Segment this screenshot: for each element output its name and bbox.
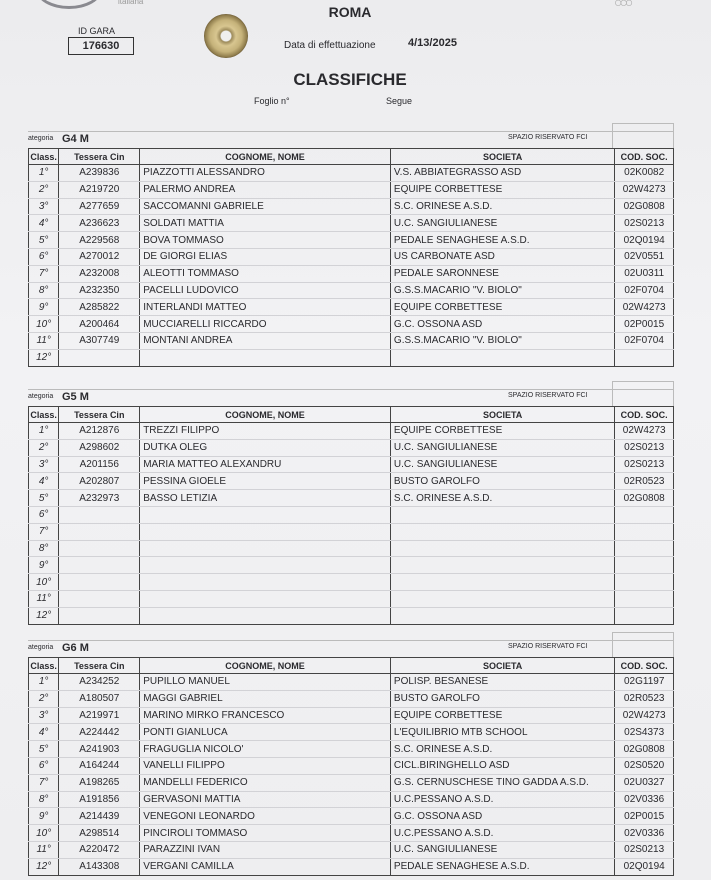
cell-name — [140, 506, 391, 523]
cell-name: MARIA MATTEO ALEXANDRU — [140, 456, 391, 473]
cell-name: VERGANI CAMILLA — [140, 858, 391, 875]
cell-cod-soc: 02S0213 — [615, 456, 674, 473]
cell-societa: EQUIPE CORBETTESE — [390, 707, 614, 724]
table-row — [29, 523, 674, 540]
cell-societa — [390, 540, 614, 557]
cell-position: 10° — [29, 574, 59, 591]
cell-cod-soc: 02R0523 — [615, 690, 674, 707]
table-row — [29, 473, 674, 490]
binder-grommet — [204, 14, 248, 58]
table-row — [29, 165, 674, 182]
cell-societa: G.S.S.MACARIO "V. BIOLO" — [390, 282, 614, 299]
table-row — [29, 506, 674, 523]
col-class: Class. — [29, 658, 59, 674]
table-row — [29, 540, 674, 557]
cell-name: MUCCIARELLI RICCARDO — [140, 316, 391, 333]
cell-position: 6° — [29, 757, 59, 774]
cell-name: PALERMO ANDREA — [140, 181, 391, 198]
col-cod: COD. SOC. — [615, 658, 674, 674]
cell-name — [140, 540, 391, 557]
cell-tessera: A220472 — [59, 841, 140, 858]
cell-name: MAGGI GABRIEL — [140, 690, 391, 707]
cell-cod-soc: 02V0336 — [615, 825, 674, 842]
category-label: ategoria — [28, 393, 54, 400]
cell-tessera: A232973 — [59, 490, 140, 507]
category-label: ategoria — [28, 644, 54, 651]
table-row — [29, 607, 674, 624]
cell-tessera — [59, 506, 140, 523]
cell-position: 9° — [29, 808, 59, 825]
cell-tessera: A191856 — [59, 791, 140, 808]
cell-name: GERVASONI MATTIA — [140, 791, 391, 808]
cell-societa: G.C. OSSONA ASD — [390, 316, 614, 333]
table-row — [29, 232, 674, 249]
cell-societa: PEDALE SARONNESE — [390, 265, 614, 282]
cell-position: 5° — [29, 490, 59, 507]
category-label: ategoria — [28, 135, 54, 142]
cell-societa: U.C. SANGIULIANESE — [390, 439, 614, 456]
cell-cod-soc — [615, 540, 674, 557]
table-row — [29, 181, 674, 198]
cell-cod-soc: 02Q0194 — [615, 858, 674, 875]
cell-societa: BUSTO GAROLFO — [390, 690, 614, 707]
cell-cod-soc: 02F0704 — [615, 332, 674, 349]
cell-cod-soc: 02P0015 — [615, 808, 674, 825]
cell-position: 6° — [29, 506, 59, 523]
table-row — [29, 858, 674, 875]
cell-name: TREZZI FILIPPO — [140, 423, 391, 440]
cell-cod-soc: 02Q0194 — [615, 232, 674, 249]
cell-tessera: A236623 — [59, 215, 140, 232]
cell-name — [140, 557, 391, 574]
cell-name: SOLDATI MATTIA — [140, 215, 391, 232]
table-row — [29, 707, 674, 724]
cell-name: PESSINA GIOELE — [140, 473, 391, 490]
cell-name: FRAGUGLIA NICOLO' — [140, 741, 391, 758]
cell-tessera: A143308 — [59, 858, 140, 875]
cell-position: 7° — [29, 774, 59, 791]
cell-name — [140, 574, 391, 591]
cell-name: DUTKA OLEG — [140, 439, 391, 456]
cell-societa — [390, 607, 614, 624]
cell-cod-soc: 02F0704 — [615, 282, 674, 299]
cell-tessera: A239836 — [59, 165, 140, 182]
cell-cod-soc: 02U0311 — [615, 265, 674, 282]
cell-position: 11° — [29, 590, 59, 607]
cell-name: ALEOTTI TOMMASO — [140, 265, 391, 282]
cell-cod-soc: 02G1197 — [615, 674, 674, 691]
col-cod: COD. SOC. — [615, 149, 674, 165]
table-row — [29, 574, 674, 591]
cell-tessera: A224442 — [59, 724, 140, 741]
cell-tessera: A198265 — [59, 774, 140, 791]
table-row — [29, 316, 674, 333]
cell-name: PONTI GIANLUCA — [140, 724, 391, 741]
cell-societa: PEDALE SENAGHESE A.S.D. — [390, 858, 614, 875]
category-name: G6 M — [62, 642, 89, 654]
cell-societa: US CARBONATE ASD — [390, 248, 614, 265]
cell-societa: S.C. ORINESE A.S.D. — [390, 198, 614, 215]
reserved-fci-label: SPAZIO RISERVATO FCI — [508, 392, 588, 399]
cell-tessera — [59, 557, 140, 574]
table-row — [29, 557, 674, 574]
cell-position: 2° — [29, 439, 59, 456]
table-row — [29, 349, 674, 366]
cell-position: 7° — [29, 523, 59, 540]
cell-position: 4° — [29, 724, 59, 741]
cell-tessera: A212876 — [59, 423, 140, 440]
olympic-rings-icon: ○○○ — [614, 0, 631, 10]
cell-name: SACCOMANNI GABRIELE — [140, 198, 391, 215]
cell-societa: EQUIPE CORBETTESE — [390, 299, 614, 316]
table-row — [29, 198, 674, 215]
cell-cod-soc — [615, 574, 674, 591]
cell-position: 11° — [29, 841, 59, 858]
cell-position: 10° — [29, 316, 59, 333]
cell-name: INTERLANDI MATTEO — [140, 299, 391, 316]
cell-cod-soc — [615, 557, 674, 574]
cell-cod-soc: 02G0808 — [615, 741, 674, 758]
cell-tessera: A214439 — [59, 808, 140, 825]
cell-tessera: A201156 — [59, 456, 140, 473]
cell-position: 8° — [29, 540, 59, 557]
col-societa: SOCIETA — [390, 407, 614, 423]
cell-cod-soc: 02G0808 — [615, 490, 674, 507]
logo-subtitle: italiana — [118, 0, 144, 6]
cell-tessera: A307749 — [59, 332, 140, 349]
reserved-fci-label: SPAZIO RISERVATO FCI — [508, 643, 588, 650]
cell-tessera: A219971 — [59, 707, 140, 724]
cell-name: BASSO LETIZIA — [140, 490, 391, 507]
cell-tessera — [59, 349, 140, 366]
col-class: Class. — [29, 407, 59, 423]
cell-cod-soc — [615, 523, 674, 540]
cell-societa — [390, 506, 614, 523]
cell-position: 3° — [29, 456, 59, 473]
col-tessera: Tessera Cin — [59, 658, 140, 674]
results-table — [28, 406, 674, 625]
cell-name: MANDELLI FEDERICO — [140, 774, 391, 791]
cell-cod-soc: 02V0336 — [615, 791, 674, 808]
cell-societa: PEDALE SENAGHESE A.S.D. — [390, 232, 614, 249]
cell-cod-soc: 02S0213 — [615, 439, 674, 456]
cell-tessera — [59, 523, 140, 540]
table-row — [29, 825, 674, 842]
cell-tessera: A202807 — [59, 473, 140, 490]
cell-tessera: A232008 — [59, 265, 140, 282]
cell-tessera: A298602 — [59, 439, 140, 456]
cell-position: 12° — [29, 607, 59, 624]
cell-position: 2° — [29, 181, 59, 198]
table-row — [29, 490, 674, 507]
cell-tessera — [59, 574, 140, 591]
cell-societa: U.C. SANGIULIANESE — [390, 456, 614, 473]
table-row — [29, 282, 674, 299]
col-name: COGNOME, NOME — [140, 149, 391, 165]
cell-societa — [390, 590, 614, 607]
cell-tessera: A164244 — [59, 757, 140, 774]
cell-cod-soc — [615, 590, 674, 607]
page-title: CLASSIFICHE — [293, 70, 407, 89]
cell-name: VANELLI FILIPPO — [140, 757, 391, 774]
cell-position: 9° — [29, 299, 59, 316]
cell-societa: G.C. OSSONA ASD — [390, 808, 614, 825]
cell-societa: U.C. SANGIULIANESE — [390, 841, 614, 858]
table-row — [29, 774, 674, 791]
cell-cod-soc: 02W4273 — [615, 423, 674, 440]
cell-position: 5° — [29, 741, 59, 758]
cell-societa: U.C.PESSANO A.S.D. — [390, 825, 614, 842]
col-name: COGNOME, NOME — [140, 658, 391, 674]
cell-societa: V.S. ABBIATEGRASSO ASD — [390, 165, 614, 182]
cell-societa: S.C. ORINESE A.S.D. — [390, 741, 614, 758]
cell-position: 1° — [29, 423, 59, 440]
table-row — [29, 332, 674, 349]
cell-tessera: A270012 — [59, 248, 140, 265]
cell-societa: G.S.S.MACARIO "V. BIOLO" — [390, 332, 614, 349]
cell-cod-soc: 02S0213 — [615, 841, 674, 858]
cell-cod-soc: 02K0082 — [615, 165, 674, 182]
id-gara-label: ID GARA — [78, 26, 116, 36]
cell-position: 2° — [29, 690, 59, 707]
table-row — [29, 791, 674, 808]
cell-name — [140, 349, 391, 366]
cell-tessera: A219720 — [59, 181, 140, 198]
cell-societa: CICL.BIRINGHELLO ASD — [390, 757, 614, 774]
cell-tessera: A180507 — [59, 690, 140, 707]
cell-cod-soc: 02G0808 — [615, 198, 674, 215]
table-row — [29, 741, 674, 758]
cell-cod-soc: 02P0015 — [615, 316, 674, 333]
race-city: ROMA — [328, 4, 372, 20]
cell-name: PIAZZOTTI ALESSANDRO — [140, 165, 391, 182]
cell-societa: BUSTO GAROLFO — [390, 473, 614, 490]
cell-name — [140, 523, 391, 540]
cell-cod-soc: 02V0551 — [615, 248, 674, 265]
cell-societa — [390, 523, 614, 540]
cell-name: VENEGONI LEONARDO — [140, 808, 391, 825]
cell-cod-soc: 02R0523 — [615, 473, 674, 490]
table-row — [29, 423, 674, 440]
cell-name: PARAZZINI IVAN — [140, 841, 391, 858]
cell-cod-soc: 02S0213 — [615, 215, 674, 232]
cell-societa — [390, 557, 614, 574]
cell-cod-soc: 02S4373 — [615, 724, 674, 741]
reserved-fci-box — [612, 123, 674, 148]
cell-cod-soc: 02S0520 — [615, 757, 674, 774]
cell-position: 8° — [29, 282, 59, 299]
cell-position: 8° — [29, 791, 59, 808]
cell-name: DE GIORGI ELIAS — [140, 248, 391, 265]
cell-position: 7° — [29, 265, 59, 282]
cell-name: MONTANI ANDREA — [140, 332, 391, 349]
cell-cod-soc: 02W4273 — [615, 181, 674, 198]
cell-societa: EQUIPE CORBETTESE — [390, 181, 614, 198]
cell-cod-soc — [615, 349, 674, 366]
date-value: 4/13/2025 — [408, 37, 457, 49]
cell-societa: L'EQUILIBRIO MTB SCHOOL — [390, 724, 614, 741]
cell-position: 12° — [29, 858, 59, 875]
table-row — [29, 808, 674, 825]
cell-position: 9° — [29, 557, 59, 574]
cell-societa — [390, 349, 614, 366]
table-row — [29, 674, 674, 691]
cell-tessera: A200464 — [59, 316, 140, 333]
cell-cod-soc — [615, 506, 674, 523]
cell-societa: U.C. SANGIULIANESE — [390, 215, 614, 232]
cell-name: BOVA TOMMASO — [140, 232, 391, 249]
table-row — [29, 724, 674, 741]
cell-societa: U.C.PESSANO A.S.D. — [390, 791, 614, 808]
cell-name — [140, 590, 391, 607]
cell-position: 6° — [29, 248, 59, 265]
cell-position: 3° — [29, 198, 59, 215]
cell-cod-soc: 02U0327 — [615, 774, 674, 791]
cell-tessera — [59, 540, 140, 557]
cell-position: 12° — [29, 349, 59, 366]
cell-cod-soc — [615, 607, 674, 624]
category-block-g5m — [28, 389, 674, 625]
col-name: COGNOME, NOME — [140, 407, 391, 423]
col-societa: SOCIETA — [390, 658, 614, 674]
results-table — [28, 148, 674, 367]
col-tessera: Tessera Cin — [59, 407, 140, 423]
table-row — [29, 299, 674, 316]
category-name: G4 M — [62, 133, 89, 145]
cell-tessera: A298514 — [59, 825, 140, 842]
cell-name — [140, 607, 391, 624]
cell-tessera: A241903 — [59, 741, 140, 758]
category-block-g6m — [28, 640, 674, 876]
cell-name: PINCIROLI TOMMASO — [140, 825, 391, 842]
col-cod: COD. SOC. — [615, 407, 674, 423]
cell-position: 5° — [29, 232, 59, 249]
cell-name: MARINO MIRKO FRANCESCO — [140, 707, 391, 724]
reserved-fci-box — [612, 381, 674, 406]
cell-societa: EQUIPE CORBETTESE — [390, 423, 614, 440]
table-row — [29, 215, 674, 232]
cell-cod-soc: 02W4273 — [615, 707, 674, 724]
col-societa: SOCIETA — [390, 149, 614, 165]
table-row — [29, 439, 674, 456]
table-row — [29, 590, 674, 607]
cell-tessera: A229568 — [59, 232, 140, 249]
category-block-g4m — [28, 131, 674, 367]
table-row — [29, 456, 674, 473]
cell-position: 3° — [29, 707, 59, 724]
cell-tessera: A234252 — [59, 674, 140, 691]
cell-tessera — [59, 607, 140, 624]
table-row — [29, 757, 674, 774]
cell-societa: G.S. CERNUSCHESE TINO GADDA A.S.D. — [390, 774, 614, 791]
table-row — [29, 265, 674, 282]
cell-position: 1° — [29, 165, 59, 182]
cell-societa — [390, 574, 614, 591]
reserved-fci-box — [612, 632, 674, 657]
results-table — [28, 657, 674, 876]
cell-name: PACELLI LUDOVICO — [140, 282, 391, 299]
cell-tessera: A277659 — [59, 198, 140, 215]
cell-position: 1° — [29, 674, 59, 691]
cell-tessera: A285822 — [59, 299, 140, 316]
col-tessera: Tessera Cin — [59, 149, 140, 165]
segue-label: Segue — [386, 96, 413, 106]
cell-cod-soc: 02W4273 — [615, 299, 674, 316]
table-row — [29, 248, 674, 265]
date-label: Data di effettuazione — [284, 40, 376, 51]
cell-position: 4° — [29, 215, 59, 232]
federation-logo-icon — [36, 0, 102, 9]
reserved-fci-label: SPAZIO RISERVATO FCI — [508, 134, 588, 141]
cell-name: PUPILLO MANUEL — [140, 674, 391, 691]
cell-position: 11° — [29, 332, 59, 349]
cell-societa: S.C. ORINESE A.S.D. — [390, 490, 614, 507]
table-row — [29, 841, 674, 858]
cell-position: 10° — [29, 825, 59, 842]
id-gara-value: 176630 — [68, 37, 134, 55]
col-class: Class. — [29, 149, 59, 165]
category-name: G5 M — [62, 391, 89, 403]
table-row — [29, 690, 674, 707]
cell-tessera: A232350 — [59, 282, 140, 299]
cell-position: 4° — [29, 473, 59, 490]
cell-societa: POLISP. BESANESE — [390, 674, 614, 691]
sheet-number-label: Foglio n° — [254, 96, 290, 106]
cell-tessera — [59, 590, 140, 607]
